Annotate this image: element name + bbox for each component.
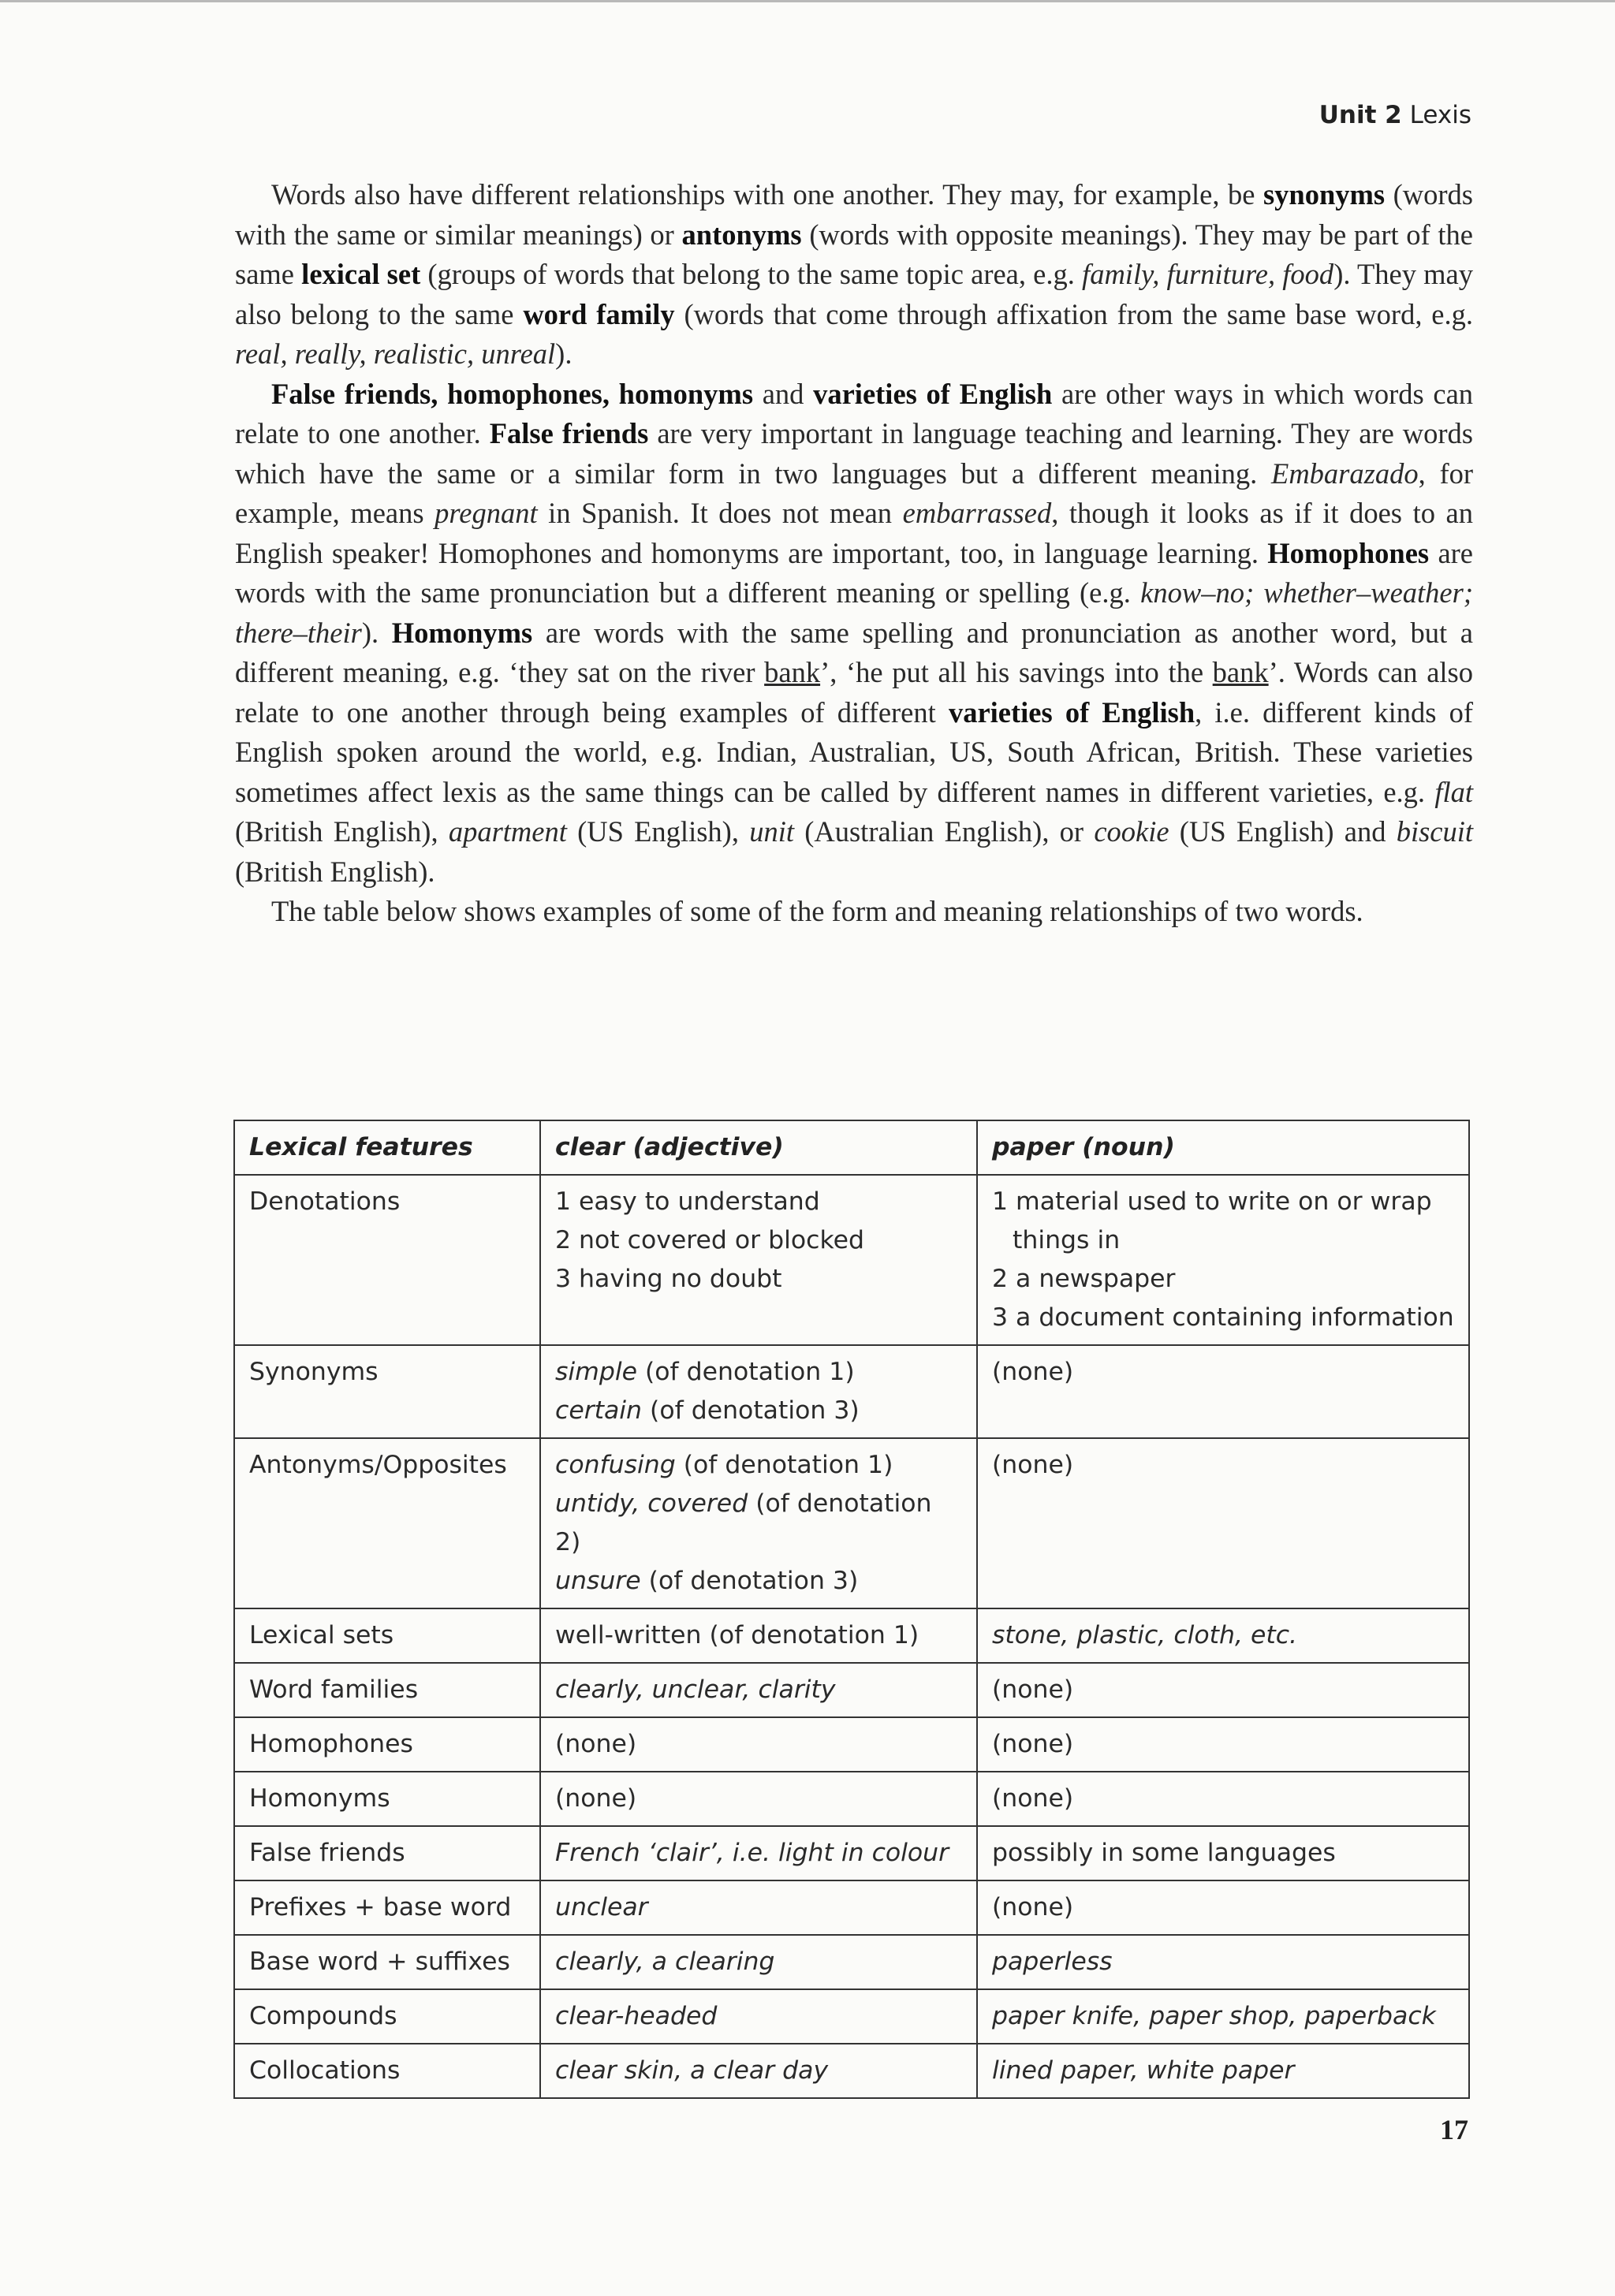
paper-cell <box>977 1935 1469 1989</box>
table-row <box>234 1826 1469 1880</box>
example-term: simple <box>555 1358 637 1386</box>
example-word: cookie <box>1094 815 1169 848</box>
paper-cell: possibly in some languages <box>977 1826 1469 1880</box>
example-word: biscuit <box>1396 815 1474 848</box>
clear-cell: (none) <box>540 1772 977 1826</box>
term-false-friends: False friends <box>489 417 649 449</box>
feature-cell: Word families <box>234 1663 540 1717</box>
clear-cell <box>540 1438 977 1608</box>
text-run: (British English), <box>235 815 449 848</box>
text-run: (US English) and <box>1169 815 1397 848</box>
text-run: , for example, means <box>235 457 1474 529</box>
paper-cell <box>977 1175 1469 1345</box>
text-run: (US English), <box>566 815 750 848</box>
feature-cell: Lexical sets <box>234 1608 540 1663</box>
text-run: ). <box>555 337 573 370</box>
example-word: unit <box>749 815 794 848</box>
term-homophones: Homophones <box>1267 536 1430 569</box>
table-row <box>234 1880 1469 1935</box>
term-word-family: word family <box>523 297 675 330</box>
body-text <box>235 175 1473 932</box>
paper-cell <box>977 1608 1469 1663</box>
paper-cell: (none) <box>977 1663 1469 1717</box>
clear-cell <box>540 1175 977 1345</box>
example-term: French ‘clair’, i.e. light in colour <box>555 1839 949 1867</box>
text-run: in Spanish. It does not mean <box>537 497 903 529</box>
underlined-word: bank <box>1212 656 1269 688</box>
page-number: 17 <box>1440 2114 1468 2145</box>
feature-cell: Collocations <box>234 2044 540 2098</box>
paper-cell <box>977 1989 1469 2044</box>
term-homonyms: homonyms <box>618 377 754 410</box>
denotation-note: (of denotation 3) <box>640 1567 859 1595</box>
table-header-row <box>234 1120 1469 1175</box>
cell-line <box>555 1353 964 1392</box>
table-row <box>234 1438 1469 1608</box>
example-term: paper knife, paper shop, paperback <box>992 2002 1436 2030</box>
example-term: clear-headed <box>555 2002 718 2030</box>
cell-line: 3 having no doubt <box>555 1265 782 1293</box>
underlined-word: bank <box>764 656 821 688</box>
term-synonyms: synonyms <box>1263 178 1386 211</box>
table-row <box>234 1772 1469 1826</box>
example-term: clearly, a clearing <box>555 1948 775 1976</box>
table-row <box>234 1989 1469 2044</box>
paper-cell <box>977 2044 1469 2098</box>
text-run: are other ways in which words can relate to one another. <box>235 377 1474 449</box>
feature-cell: Homophones <box>234 1717 540 1772</box>
clear-cell <box>540 1935 977 1989</box>
denotation-note: (of denotation 3) <box>642 1396 860 1425</box>
text-run: (words with opposite meanings). They may be part of the same <box>235 218 1473 290</box>
text-run: , <box>431 377 448 410</box>
text-run: and <box>753 377 814 410</box>
term-varieties: varieties of English <box>948 695 1195 729</box>
text-run: are very important in language teaching and learning. They are words which have the same or a similar form in two languages but a different meaning. <box>235 417 1474 490</box>
clear-cell <box>540 1826 977 1880</box>
example-word-family: real, really, realistic, unreal <box>235 337 556 370</box>
text-run: ’. Words can also relate to one another through being examples of different <box>235 656 1473 729</box>
text-run: (Australian English), or <box>793 815 1095 848</box>
column-header: Lexical features <box>234 1120 540 1175</box>
text-run: (words that come through affixation from the same base word, e.g. <box>674 297 1473 330</box>
example-term: clear skin, a clear day <box>555 2056 829 2085</box>
paper-cell: (none) <box>977 1717 1469 1772</box>
cell-line <box>555 1446 964 1485</box>
table-row <box>234 1175 1469 1345</box>
table-row <box>234 1935 1469 1989</box>
term-homophones: homophones <box>447 377 602 410</box>
cell-line: 3 a document containing information <box>992 1303 1454 1332</box>
example-word: pregnant <box>435 497 538 529</box>
cell-line <box>555 1562 964 1601</box>
paper-cell: (none) <box>977 1880 1469 1935</box>
feature-cell: Compounds <box>234 1989 540 2044</box>
table-row <box>234 1663 1469 1717</box>
paper-cell: (none) <box>977 1772 1469 1826</box>
text-run: (words with the same or similar meanings) or <box>235 178 1473 251</box>
lexical-features-table <box>233 1120 1470 2099</box>
term-false-friends: False friends <box>271 377 431 410</box>
column-header: paper (noun) <box>977 1120 1469 1175</box>
paper-cell: (none) <box>977 1438 1469 1608</box>
example-term: unclear <box>555 1893 648 1921</box>
text-run: Words also have different relationships with one another. They may, for example, be <box>271 178 1263 211</box>
cell-line: 1 easy to understand <box>555 1187 820 1216</box>
feature-cell: Base word + suffixes <box>234 1935 540 1989</box>
feature-cell: False friends <box>234 1826 540 1880</box>
text-run: , though it looks as if it does to an English speaker! Homophones and homonyms are important, too, in language learning. <box>235 497 1473 569</box>
feature-cell: Prefixes + base word <box>234 1880 540 1935</box>
cell-line <box>555 1485 964 1562</box>
section-label: Lexis <box>1409 101 1471 129</box>
example-term: untidy, covered <box>555 1489 748 1518</box>
scan-edge <box>0 0 1615 2</box>
running-header <box>1319 101 1471 129</box>
clear-cell <box>540 1880 977 1935</box>
example-term: unsure <box>555 1567 641 1595</box>
column-header: clear (adjective) <box>540 1120 977 1175</box>
text-run: , <box>602 377 619 410</box>
text-run: are words with the same spelling and pronunciation as another word, but a different meaning, e.g. ‘they sat on the river <box>235 616 1474 688</box>
example-term: certain <box>555 1396 643 1425</box>
text-run: ). <box>361 616 392 649</box>
cell-line <box>555 1392 964 1430</box>
denotation-note: (of denotation 1) <box>636 1358 855 1386</box>
table-row <box>234 2044 1469 2098</box>
table-row <box>234 1345 1469 1438</box>
term-varieties: varieties of English <box>813 377 1053 410</box>
term-homonyms: Homonyms <box>391 616 533 649</box>
paragraph-false-friends <box>235 375 1473 893</box>
example-word: flat <box>1434 775 1473 808</box>
cell-line: 1 material used to write on or wrap <box>992 1187 1432 1216</box>
example-lexical-set: family, furniture, food <box>1082 258 1334 290</box>
text-run: (groups of words that belong to the same topic area, e.g. <box>420 258 1083 290</box>
feature-cell: Homonyms <box>234 1772 540 1826</box>
text-run: are words with the same pronunciation but a different meaning or spelling (e.g. <box>235 536 1473 609</box>
clear-cell <box>540 1989 977 2044</box>
text-run: ’, ‘he put all his savings into the <box>820 656 1213 688</box>
clear-cell <box>540 1663 977 1717</box>
table-row <box>234 1608 1469 1663</box>
cell-line: 2 a newspaper <box>992 1265 1176 1293</box>
clear-cell: (none) <box>540 1717 977 1772</box>
feature-cell: Denotations <box>234 1175 540 1345</box>
example-term: paperless <box>992 1948 1113 1976</box>
feature-cell: Antonyms/Opposites <box>234 1438 540 1608</box>
text-run: , i.e. different kinds of English spoken around the world, e.g. Indian, Australian, US, South African, British. These varieties sometimes affect lexis as the same things can be called by different names in different varieties, e.g. <box>235 695 1473 808</box>
example-word: Embarazado <box>1271 457 1419 490</box>
example-term: lined paper, white paper <box>992 2056 1295 2085</box>
example-word: apartment <box>448 815 567 848</box>
cell-line: 2 not covered or blocked <box>555 1226 864 1254</box>
text-run: (British English). <box>235 855 435 888</box>
text-run: ). They may also belong to the same <box>235 258 1473 330</box>
example-term: confusing <box>555 1451 676 1479</box>
example-homophones: know–no; whether–weather; there–their <box>235 576 1473 649</box>
unit-label: Unit 2 <box>1318 101 1402 129</box>
paragraph-table-intro: The table below shows examples of some of the form and meaning relationships of two words. <box>271 895 1363 927</box>
table-row <box>234 1717 1469 1772</box>
example-word: embarrassed <box>902 497 1052 529</box>
paragraph-relationships <box>235 175 1473 375</box>
denotation-note: (of denotation 2) <box>555 1489 932 1556</box>
denotation-note: (of denotation 1) <box>675 1451 893 1479</box>
term-antonyms: antonyms <box>681 218 802 251</box>
paper-cell: (none) <box>977 1345 1469 1438</box>
example-term: stone, plastic, cloth, etc. <box>992 1621 1298 1649</box>
clear-cell: well-written (of denotation 1) <box>540 1608 977 1663</box>
example-term: clearly, unclear, clarity <box>555 1675 836 1704</box>
term-lexical-set: lexical set <box>301 258 421 290</box>
feature-cell: Synonyms <box>234 1345 540 1438</box>
clear-cell <box>540 1345 977 1438</box>
cell-line: things in <box>1013 1226 1121 1254</box>
clear-cell <box>540 2044 977 2098</box>
